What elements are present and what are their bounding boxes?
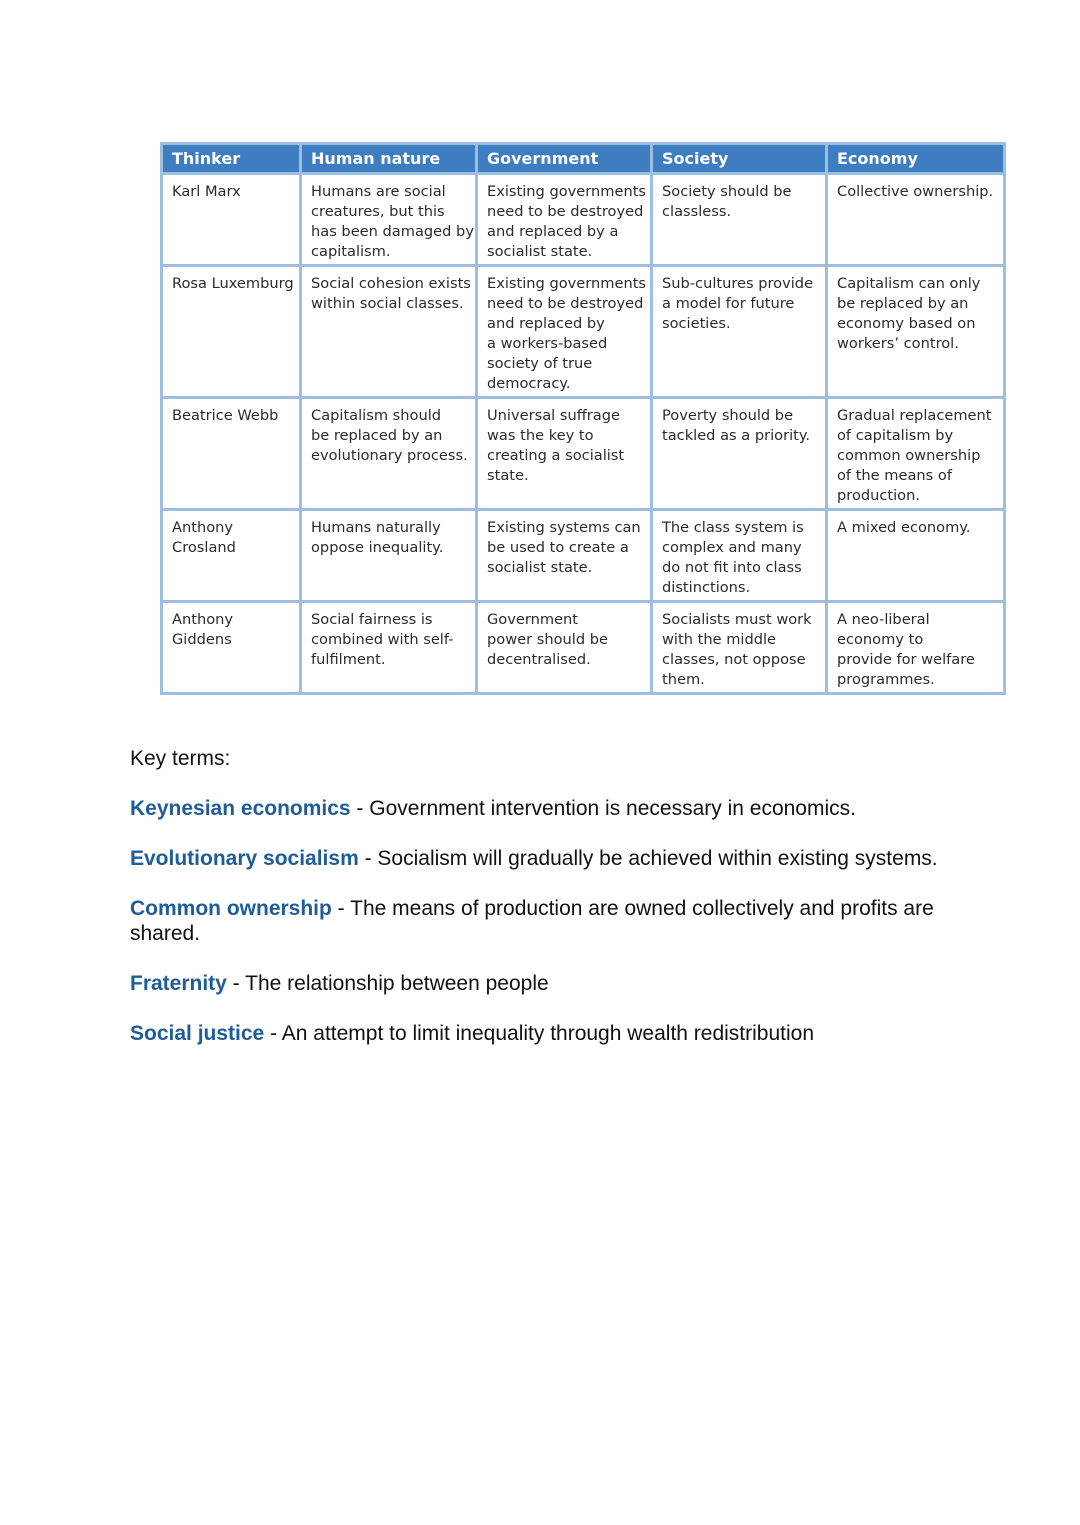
cell-thinker: Anthony Crosland <box>162 510 301 602</box>
thinkers-table-container <box>160 142 1003 695</box>
header-society: Society <box>652 144 827 174</box>
key-term-item <box>130 846 990 871</box>
cell-society: Society should be classless. <box>652 174 827 266</box>
cell-human-nature: Social cohesion exists within social classes. <box>301 266 477 398</box>
cell-economy: Collective ownership. <box>827 174 1005 266</box>
cell-society: Socialists must work with the middle classes, not oppose them. <box>652 602 827 694</box>
table-row <box>162 602 1005 694</box>
header-thinker: Thinker <box>162 144 301 174</box>
cell-human-nature: Humans naturally oppose inequality. <box>301 510 477 602</box>
table-header-row <box>162 144 1005 174</box>
cell-economy: A mixed economy. <box>827 510 1005 602</box>
key-term-item <box>130 1021 990 1046</box>
cell-government: Existing governments need to be destroyed and replaced by a socialist state. <box>477 174 652 266</box>
cell-human-nature: Capitalism should be replaced by an evolutionary process. <box>301 398 477 510</box>
cell-economy: Gradual replacement of capitalism by common ownership of the means of production. <box>827 398 1005 510</box>
key-term-name: Common ownership <box>130 897 332 920</box>
table-row <box>162 174 1005 266</box>
table-row <box>162 510 1005 602</box>
header-government: Government <box>477 144 652 174</box>
cell-society: Poverty should be tackled as a priority. <box>652 398 827 510</box>
cell-human-nature: Social fairness is combined with self- fulfilment. <box>301 602 477 694</box>
cell-thinker: Beatrice Webb <box>162 398 301 510</box>
cell-thinker: Anthony Giddens <box>162 602 301 694</box>
key-term-name: Fraternity <box>130 972 227 995</box>
table-row <box>162 398 1005 510</box>
key-term-item <box>130 971 990 996</box>
cell-thinker: Rosa Luxemburg <box>162 266 301 398</box>
cell-government: Universal suffrage was the key to creating a socialist state. <box>477 398 652 510</box>
cell-society: The class system is complex and many do not fit into class distinctions. <box>652 510 827 602</box>
header-economy: Economy <box>827 144 1005 174</box>
key-term-definition: - An attempt to limit inequality through wealth redistribution <box>264 1022 815 1045</box>
header-human-nature: Human nature <box>301 144 477 174</box>
cell-government: Existing governments need to be destroyed and replaced by a workers-based society of true democracy. <box>477 266 652 398</box>
key-term-definition: - The relationship between people <box>226 972 549 995</box>
cell-government: Existing systems can be used to create a socialist state. <box>477 510 652 602</box>
table-row <box>162 266 1005 398</box>
cell-government: Government power should be decentralised. <box>477 602 652 694</box>
key-term-definition: - The means of production are owned collectively and profits are shared. <box>130 897 934 945</box>
cell-society: Sub-cultures provide a model for future societies. <box>652 266 827 398</box>
key-term-item <box>130 796 990 821</box>
cell-economy: Capitalism can only be replaced by an economy based on workers’ control. <box>827 266 1005 398</box>
key-term-item <box>130 896 990 946</box>
key-terms-heading: Key terms: <box>130 747 231 770</box>
key-term-name: Evolutionary socialism <box>130 847 359 870</box>
key-terms-section <box>130 746 990 1071</box>
cell-thinker: Karl Marx <box>162 174 301 266</box>
key-term-definition: - Government intervention is necessary in economics. <box>350 797 856 820</box>
cell-economy: A neo-liberal economy to provide for welfare programmes. <box>827 602 1005 694</box>
key-term-name: Social justice <box>130 1022 265 1045</box>
key-term-name: Keynesian economics <box>130 797 351 820</box>
thinkers-table <box>160 142 1006 695</box>
key-term-definition: - Socialism will gradually be achieved within existing systems. <box>358 847 938 870</box>
cell-human-nature: Humans are social creatures, but this has been damaged by capitalism. <box>301 174 477 266</box>
